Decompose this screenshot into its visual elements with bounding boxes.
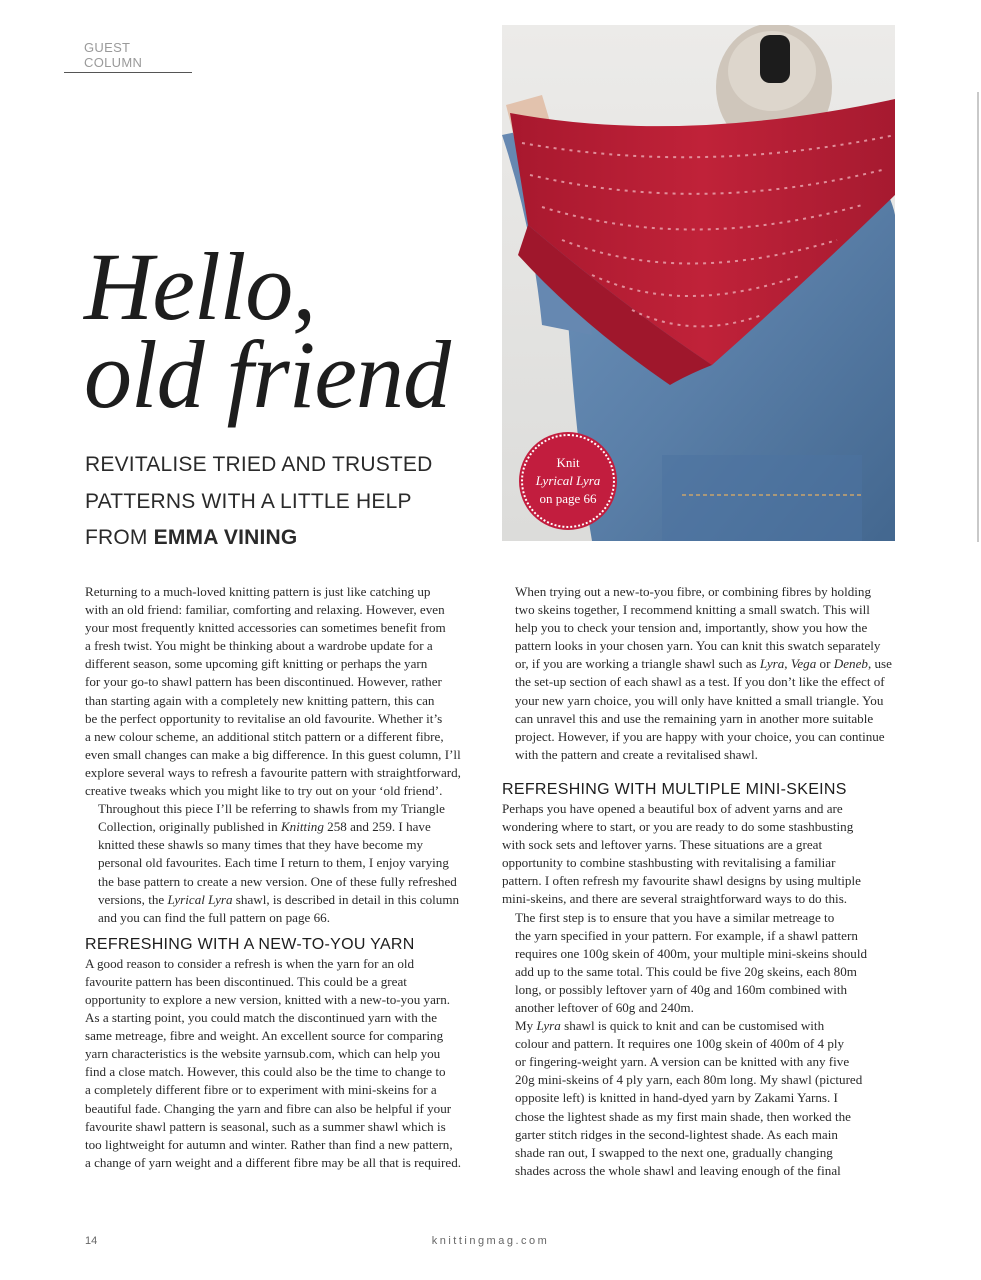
text-line: than starting again with a completely new knitting pattern, this can (85, 692, 435, 708)
text-line: explore several ways to refresh a favourite pattern with straightforward, (85, 764, 461, 780)
text-line: shades across the whole shawl and leaving enough of the final (515, 1162, 841, 1178)
text-line: As a starting point, you could match the discontinued yarn with the (85, 1010, 438, 1026)
text-line: Perhaps you have opened a beautiful box of advent yarns and are (502, 800, 843, 816)
page-title (84, 233, 450, 428)
text-line: two skeins together, I recommend knitting a small swatch. This will (515, 602, 870, 618)
text-line: with an old friend: familiar, comforting and relaxing. However, even (85, 602, 445, 618)
body-paragraph (502, 800, 897, 909)
badge-line-1: Knit (556, 455, 580, 470)
text-line: same metreage, fibre and weight. An excellent source for comparing (85, 1028, 444, 1044)
text-line: creative tweaks which you might like to try out on your ‘old friend’. (85, 783, 443, 799)
text-line: garter stitch ridges in the second-lightest shade. As each main (515, 1126, 838, 1142)
text-line: When trying out a new-to-you fibre, or combining fibres by holding (515, 584, 871, 599)
text-line: the yarn specified in your pattern. For example, if a shawl pattern (515, 927, 858, 943)
text-line: personal old favourites. Each time I return to them, I enjoy varying (98, 855, 449, 871)
text-line: for your go-to shawl pattern has been discontinued. However, rather (85, 674, 442, 690)
body-paragraph (502, 1017, 897, 1180)
body-paragraph (85, 800, 480, 927)
text-line: colour and pattern. It requires one 100g skein of 400m of 4 ply (515, 1036, 845, 1052)
text-line: chose the lightest shade as my first main shade, then worked the (515, 1108, 851, 1124)
standfirst-line-3 (85, 520, 485, 557)
text-line: your new yarn choice, you will only have knitted a small triangle. You (515, 692, 884, 708)
section-label: GUEST COLUMN (64, 40, 192, 73)
text-line: pattern. I often refresh my favourite shawl designs by using multiple (502, 873, 861, 889)
text-line: find a close match. However, this could also be the time to change to (85, 1064, 446, 1080)
page-number: 14 (85, 1235, 98, 1247)
text-line: different season, some upcoming gift knitting or perhaps the yarn (85, 656, 428, 672)
page-edge-divider (977, 92, 979, 542)
text-line: pattern looks in your chosen yarn. You can knit this swatch separately (515, 638, 881, 654)
text-line: Collection, originally published in Knitting 258 and 259. I have (98, 819, 431, 835)
text-line: or fingering-weight yarn. A version can be knitted with any five (515, 1054, 850, 1070)
standfirst-prefix: FROM (85, 526, 154, 549)
text-line: mini-skeins, and there are several straightforward ways to do this. (502, 891, 848, 907)
text-line: Throughout this piece I’ll be referring to shawls from my Triangle (98, 801, 445, 817)
text-line: can unravel this and use the remaining yarn in another more suitable (515, 710, 874, 726)
text-line: a fresh twist. You might be thinking about a wardrobe update for a (85, 638, 433, 654)
text-line: help you to check your tension and, importantly, show you how the (515, 620, 868, 636)
text-line: yarn characteristics is the website yarnsub.com, which can help you (85, 1046, 441, 1062)
text-line: your most frequently knitted accessories can sometimes benefit from (85, 620, 446, 636)
body-paragraph (85, 583, 480, 800)
text-line: favourite shawl pattern is seasonal, such as a summer shawl which is (85, 1118, 446, 1134)
text-line: the base pattern to create a new version. One of these fully refreshed (98, 873, 457, 889)
text-line: be the perfect opportunity to revitalise an old favourite. Whether it’s (85, 710, 443, 726)
article-column-left (85, 583, 480, 1172)
text-line: The first step is to ensure that you have a similar metreage to (515, 909, 835, 925)
text-line: A good reason to consider a refresh is when the yarn for an old (85, 955, 415, 971)
standfirst-line-1: REVITALISE TRIED AND TRUSTED (85, 453, 433, 476)
footer-website: knittingmag.com (431, 1235, 550, 1247)
text-line: add up to the same total. This could be five 20g skeins, each 80m (515, 963, 857, 979)
text-line: long, or possibly leftover yarn of 40g and 160m combined with (515, 981, 848, 997)
text-line: and you can find the full pattern on page 66. (98, 909, 330, 925)
section-heading: REFRESHING WITH MULTIPLE MINI-SKEINS (502, 780, 847, 798)
standfirst (85, 447, 485, 557)
text-line: My Lyra shawl is quick to knit and can be customised with (515, 1018, 825, 1034)
title-line-1: Hello, (84, 233, 316, 340)
pattern-badge (521, 434, 615, 528)
text-line: the set-up section of each shawl as a test. If you don’t like the effect of (515, 674, 885, 690)
body-paragraph (502, 909, 897, 1018)
text-line: wondering where to start, or you are ready to do some stashbusting (502, 819, 854, 835)
body-paragraph (85, 955, 480, 1172)
text-line: even small changes can make a big difference. In this guest column, I’ll (85, 746, 461, 762)
text-line: shade ran out, I swapped to the next one, gradually changing (515, 1144, 833, 1160)
text-line: 20g mini-skeins of 4 ply yarn, each 80m long. My shawl (pictured (515, 1072, 863, 1088)
title-line-2: old friend (84, 321, 450, 428)
text-line: versions, the Lyrical Lyra shawl, is described in detail in this column (98, 891, 460, 907)
text-line: opportunity to combine stashbusting with revitalising a familiar (502, 855, 836, 871)
text-line: a change of yarn weight and a different fibre may be all that is required. (85, 1154, 462, 1170)
body-paragraph (502, 583, 897, 764)
text-line: favourite pattern has been discontinued. This could be a great (85, 973, 407, 989)
text-line: a completely different fibre or to experiment with mini-skeins for a (85, 1082, 437, 1098)
standfirst-line-2: PATTERNS WITH A LITTLE HELP (85, 489, 412, 513)
section-heading: REFRESHING WITH A NEW-TO-YOU YARN (85, 935, 415, 953)
text-line: requires one 100g skein of 400m, your multiple mini-skeins should (515, 945, 868, 961)
text-line: knitted these shawls so many times that they have become my (98, 837, 424, 853)
text-line: with the pattern and create a revitalised shawl. (515, 746, 758, 762)
text-line: Returning to a much-loved knitting pattern is just like catching up (85, 584, 431, 599)
text-line: opposite left) is knitted in hand-dyed yarn by Zakami Yarns. I (515, 1090, 838, 1106)
text-line: or, if you are working a triangle shawl such as Lyra, Vega or Deneb, use (515, 656, 892, 672)
text-line: with sock sets and leftover yarns. These situations are a great (502, 837, 823, 853)
badge-line-3: on page 66 (539, 491, 597, 506)
badge-line-2: Lyrical Lyra (535, 473, 601, 488)
text-line: opportunity to explore a new version, knitted with a new-to-you yarn. (85, 991, 451, 1007)
text-line: a new colour scheme, an additional stitch pattern or a different fibre, (85, 728, 444, 744)
text-line: beautiful fade. Changing the yarn and fibre can also be helpful if your (85, 1100, 452, 1116)
author-name: EMMA VINING (153, 526, 298, 549)
text-line: another leftover of 60g and 240m. (515, 999, 694, 1015)
text-line: too lightweight for autumn and winter. Rather than find a new pattern, (85, 1136, 453, 1152)
text-line: project. However, if you are happy with your choice, you can continue (515, 728, 885, 744)
article-column-right (502, 583, 897, 1180)
